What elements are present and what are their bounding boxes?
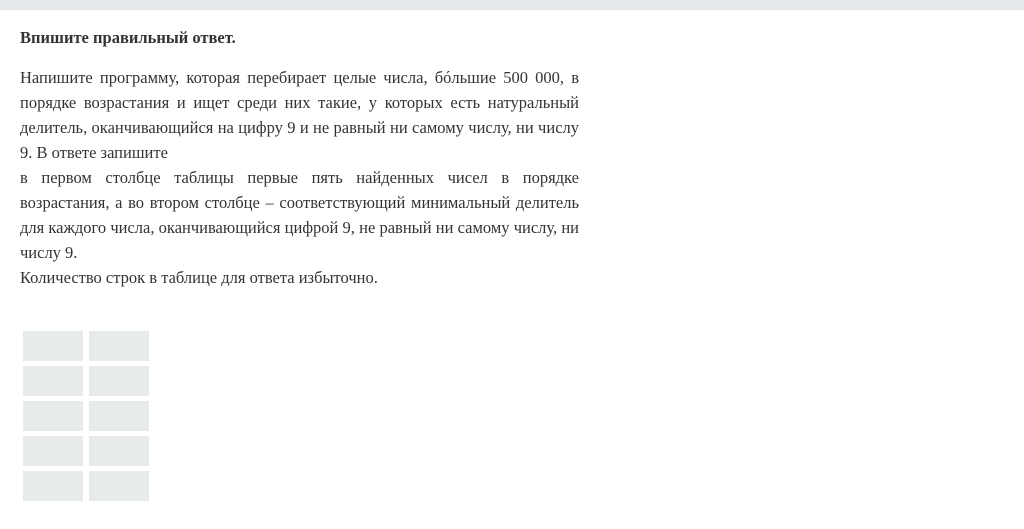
answer-cell-number[interactable] bbox=[23, 401, 83, 431]
answer-cell-number[interactable] bbox=[23, 471, 83, 501]
task-title: Впишите правильный ответ. bbox=[20, 28, 236, 47]
answer-cell-divisor[interactable] bbox=[89, 366, 149, 396]
table-row bbox=[23, 331, 152, 361]
task-paragraph: Количество строк в таблице для ответа избыточно. bbox=[20, 268, 378, 287]
task-paragraph: Напишите программу, которая перебирает целые числа, бóльшие 500 000, в порядке возрастания и ищет среди них такие, у которых есть натуральный делитель, оканчивающийся на цифру 9 и не равный ни самому числу, ни числу 9. В ответе запишите bbox=[20, 68, 579, 162]
answer-cell-number[interactable] bbox=[23, 436, 83, 466]
answer-cell-number[interactable] bbox=[23, 331, 83, 361]
answer-cell-divisor[interactable] bbox=[89, 331, 149, 361]
answer-cell-divisor[interactable] bbox=[89, 436, 149, 466]
table-row bbox=[23, 471, 152, 501]
answer-table bbox=[20, 326, 155, 506]
task-container bbox=[20, 26, 579, 290]
answer-cell-divisor[interactable] bbox=[89, 401, 149, 431]
table-row bbox=[23, 436, 152, 466]
top-bar bbox=[0, 0, 1024, 10]
task-paragraph: в первом столбце таблицы первые пять найденных чисел в порядке возрастания, а во втором столбце – соответствующий минимальный делитель для каждого числа, оканчивающийся цифрой 9, не равный ни самому числу, ни числу 9. bbox=[20, 168, 579, 262]
table-row bbox=[23, 401, 152, 431]
answer-cell-number[interactable] bbox=[23, 366, 83, 396]
answer-cell-divisor[interactable] bbox=[89, 471, 149, 501]
task-body bbox=[20, 65, 579, 290]
table-row bbox=[23, 366, 152, 396]
